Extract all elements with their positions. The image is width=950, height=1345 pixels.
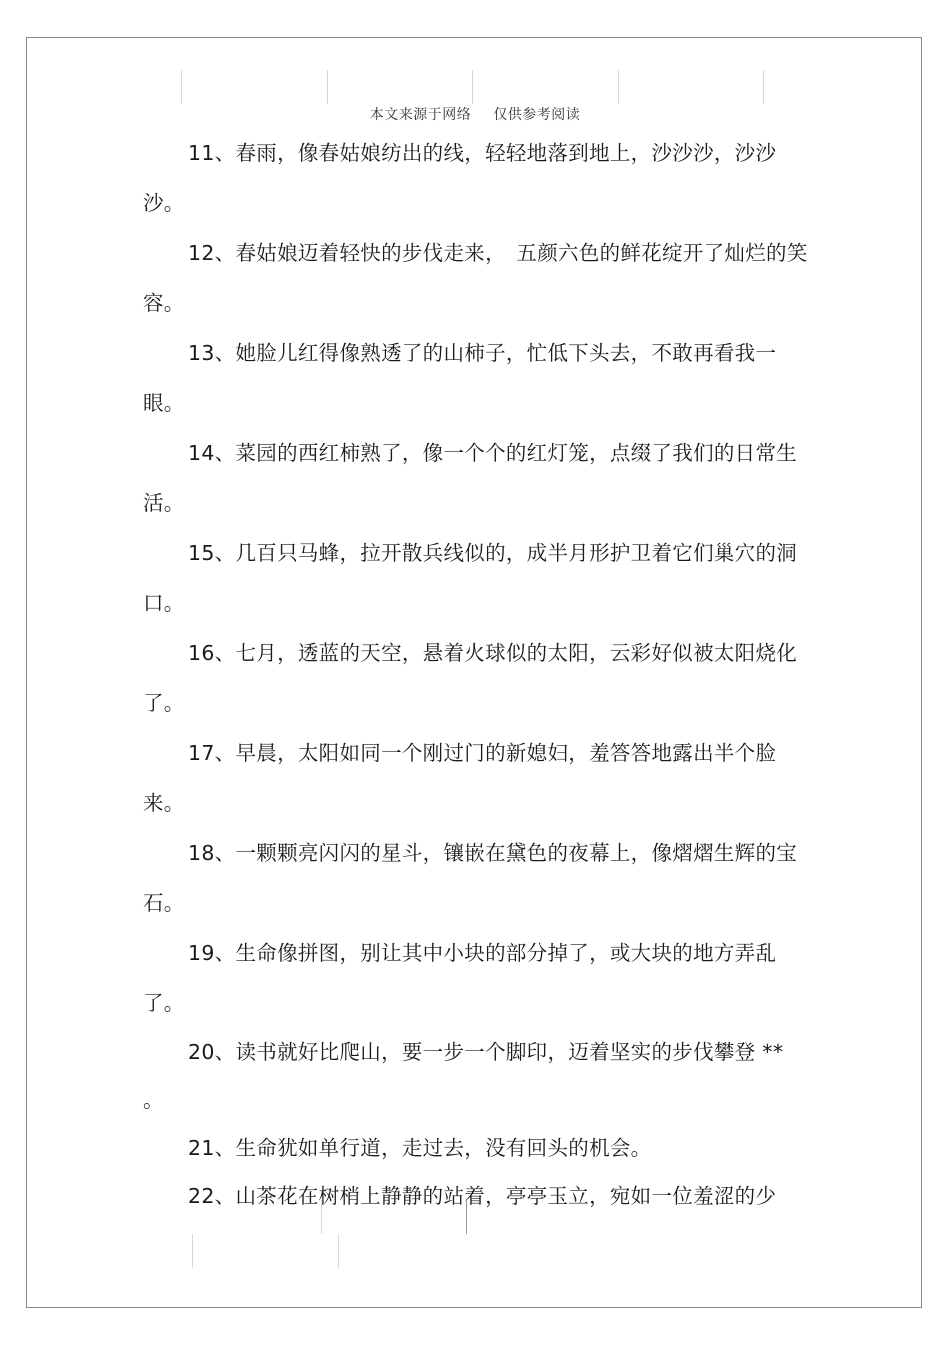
crop-mark: [338, 1234, 339, 1268]
reference-note: 仅供参考阅读: [493, 107, 581, 123]
crop-mark: [763, 70, 764, 104]
paragraph: 18、一颗颗亮闪闪的星斗，镶嵌在黛色的夜幕上，像熠熠生辉的宝石。: [143, 841, 798, 915]
crop-mark: [327, 70, 328, 104]
paragraph: 17、早晨，太阳如同一个刚过门的新媳妇，羞答答地露出半个脸来。: [143, 741, 777, 815]
crop-mark: [472, 70, 473, 104]
paragraph: 16、七月，透蓝的天空，悬着火球似的太阳，云彩好似被太阳烧化了。: [143, 641, 798, 715]
paragraph: 12、春姑娘迈着轻快的步伐走来， 五颜六色的鲜花绽开了灿烂的笑容。: [143, 241, 808, 315]
paragraph: 14、菜园的西红柿熟了，像一个个的红灯笼，点缀了我们的日常生活。: [143, 441, 798, 515]
crop-mark: [181, 70, 182, 104]
paragraph: 13、她脸儿红得像熟透了的山柿子，忙低下头去，不敢再看我一眼。: [143, 341, 777, 415]
paragraph: 20、读书就好比爬山，要一步一个脚印，迈着坚实的步伐攀登 ** 。: [143, 1040, 784, 1112]
paragraph: 15、几百只马蜂，拉开散兵线似的，成半月形护卫着它们巢穴的洞口。: [143, 541, 798, 615]
paragraph: 11、春雨，像春姑娘纺出的线，轻轻地落到地上，沙沙沙，沙沙沙。: [143, 141, 777, 215]
paragraph: 19、生命像拼图，别让其中小块的部分掉了，或大块的地方弄乱了。: [143, 941, 777, 1015]
paragraph: 21、生命犹如单行道，走过去，没有回头的机会。: [188, 1136, 652, 1160]
page-header: [0, 104, 950, 124]
source-note: 本文来源于网络: [369, 107, 472, 123]
crop-mark: [618, 70, 619, 104]
document-body: [143, 128, 808, 1220]
paragraph: 22、山茶花在树梢上静静的站着，亭亭玉立，宛如一位羞涩的少: [188, 1184, 777, 1208]
crop-mark: [192, 1234, 193, 1268]
